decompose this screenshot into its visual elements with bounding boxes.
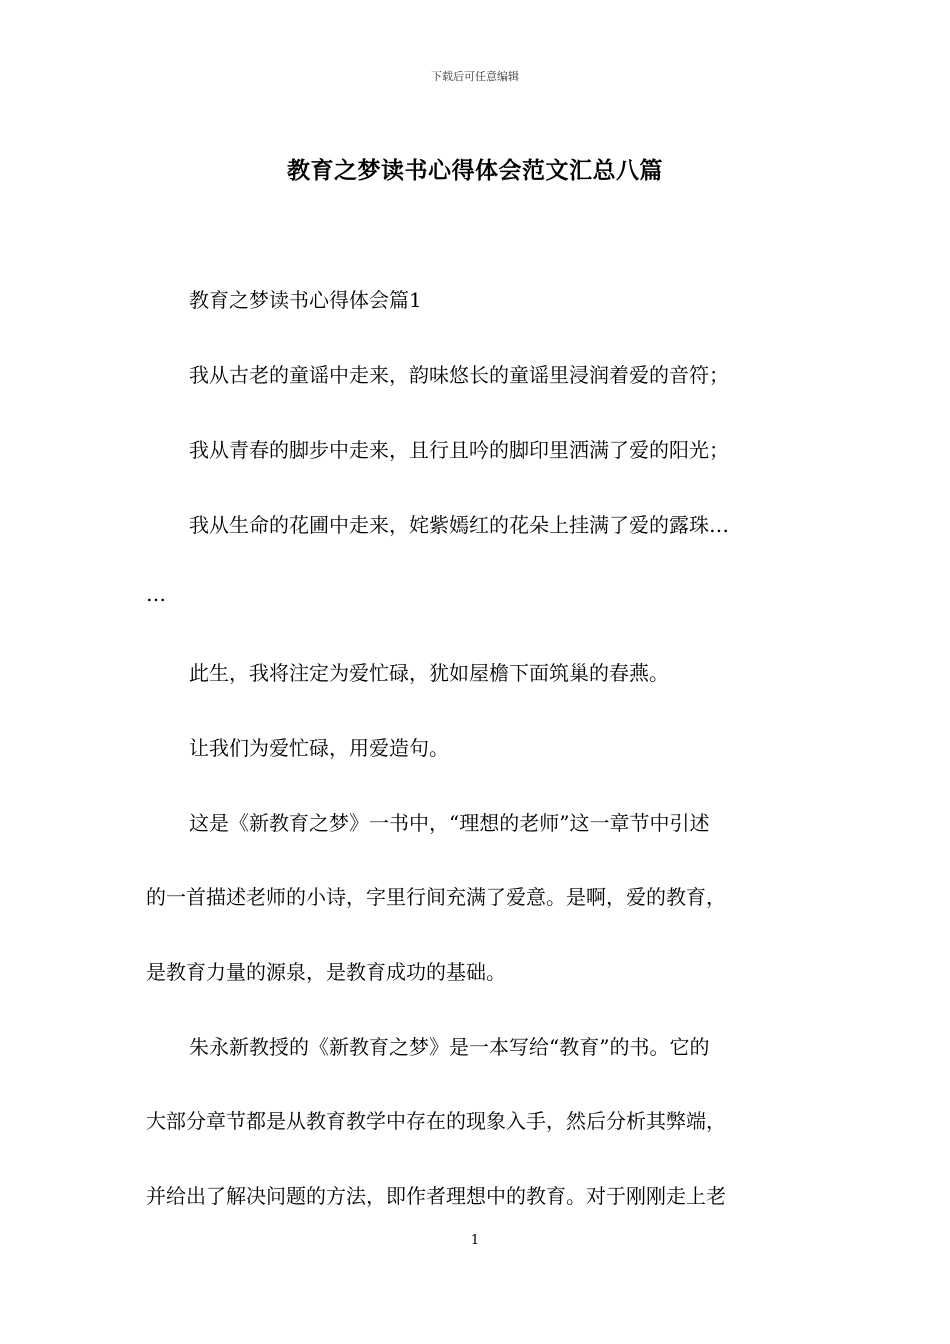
body-line: 我从青春的脚步中走来，且行且吟的脚印里洒满了爱的阳光； [189, 438, 729, 462]
body-line: 的一首描述老师的小诗，字里行间充满了爱意。是啊，爱的教育， [146, 885, 726, 909]
header-note: 下载后可任意编辑 [431, 70, 519, 83]
body-line: 我从生命的花圃中走来，姹紫嫣红的花朵上挂满了爱的露珠… [189, 513, 729, 537]
page-number: 1 [470, 1233, 480, 1248]
body-line: 让我们为爱忙碌，用爱造句。 [189, 736, 449, 760]
body-line: 是教育力量的源泉，是教育成功的基础。 [146, 960, 506, 984]
document-title: 教育之梦读书心得体会范文汇总八篇 [287, 157, 663, 184]
body-line: … [146, 582, 166, 606]
body-line: 我从古老的童谣中走来，韵味悠长的童谣里浸润着爱的音符； [189, 363, 729, 387]
section-heading: 教育之梦读书心得体会篇1 [189, 288, 422, 312]
body-line: 这是《新教育之梦》一书中，“理想的老师”这一章节中引述 [189, 811, 710, 835]
body-line: 并给出了解决问题的方法，即作者理想中的教育。对于刚刚走上老 [146, 1184, 726, 1208]
body-line: 大部分章节都是从教育教学中存在的现象入手，然后分析其弊端， [146, 1109, 726, 1133]
body-line: 朱永新教授的《新教育之梦》是一本写给“教育”的书。它的 [189, 1035, 710, 1059]
body-line: 此生，我将注定为爱忙碌，犹如屋檐下面筑巢的春燕。 [189, 661, 669, 685]
